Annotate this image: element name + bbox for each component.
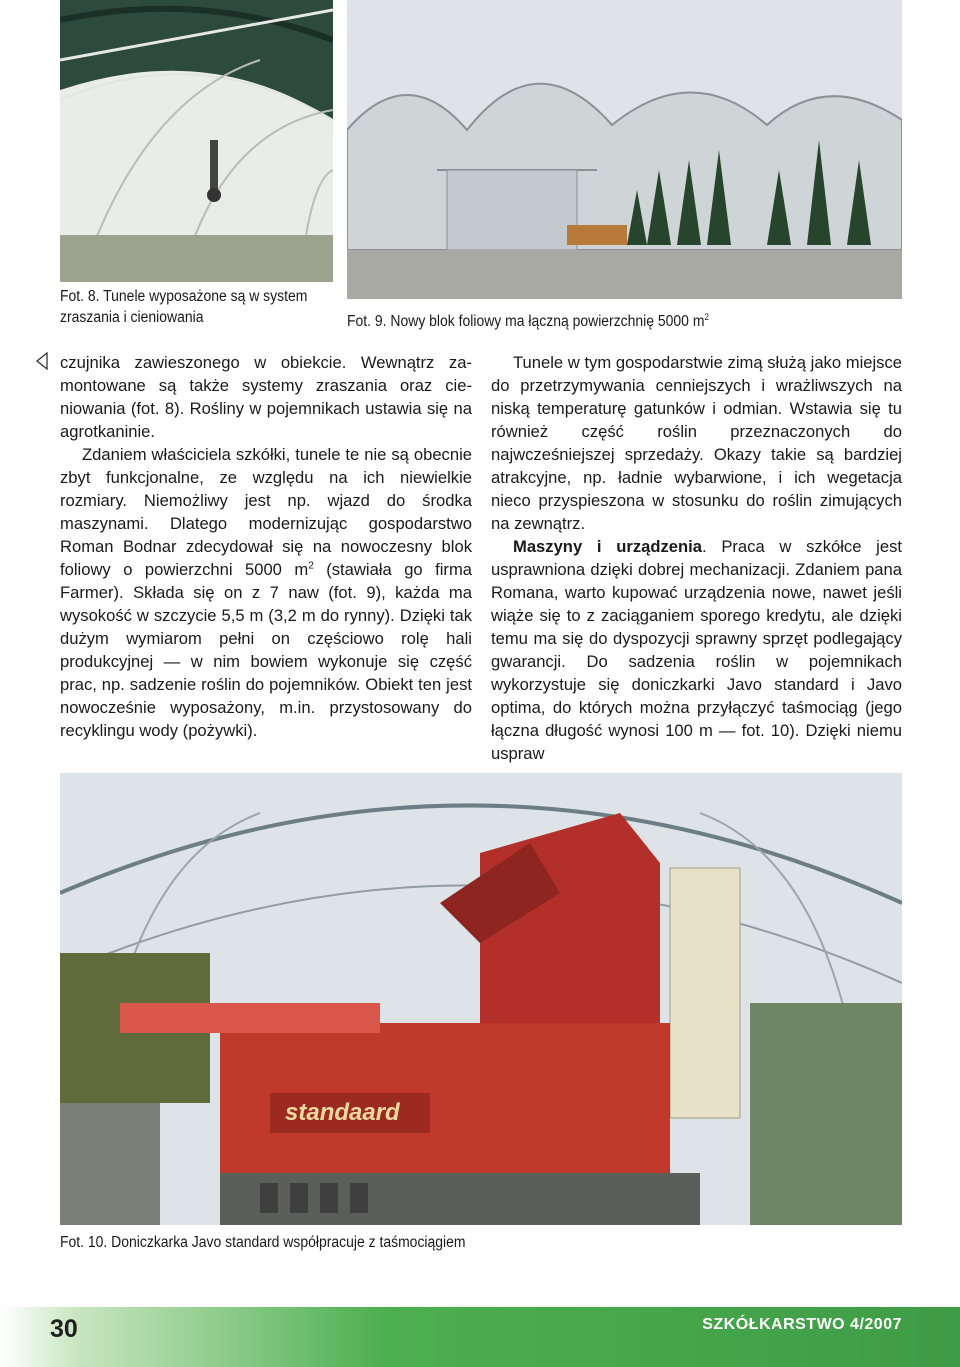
caption-fot10-text: Fot. 10. Doniczkarka Javo standard współpracuje z taśmociągiem: [60, 1234, 466, 1251]
tunnel-shading-photo: [60, 0, 333, 282]
section-heading-machines: Maszyny i urządzenia: [513, 537, 702, 556]
right-paragraph-1: Tunele w tym gospodarstwie zimą służą jako miejsce do przetrzymywania cenniejszych i wrażliwszych na niską temperaturę gatunków i odmian. Wstawia się tu również część roślin przeznaczonych do najwcześniejszej sprzedaży. Okazy takie są bardziej atrakcyjne, np. ładnie wybarwione, i ich wegetacja nieco przyspieszona w stosunku do roślin zimujących na zewnątrz.: [491, 353, 902, 533]
photo-fot9: [347, 0, 902, 299]
photo-fot10: [60, 773, 902, 1225]
left-paragraph-2b: (stawiała go firma Farmer). Składa się on z 7 naw (fot. 9), każda ma wysokość w szczycie 5,5 m (3,2 m do rynny). Dzięki tak dużym wymiarom pełni on częściowo rolę hali produkcyjnej — w nim bowiem wykonuje się część prac, np. sadzenie roślin do pojemników. Obiekt ten jest nowocześnie wyposażony, m.in. przystosowany do recyklingu wody (pożywki).: [60, 560, 472, 740]
machine-brand-label: standaard: [285, 1099, 400, 1126]
journal-title: SZKÓŁKARSTWO 4/2007: [702, 1316, 902, 1333]
potting-machine-photo: [60, 773, 902, 1225]
caption-fot8-line2: zraszania i cieniowania: [60, 309, 204, 326]
right-paragraph-2-body: . Praca w szkółce jest usprawniona dzięki dobrej mechanizacji. Zdaniem pana Romana, warto kupować urządzenia nowe, nawet jeśli wiąże się to z zaciąganiem sporego kredytu, ale dzięki temu ma się do dyspozycji sprawny sprzęt podlegający gwarancji. Do sadzenia roślin w pojemnikach wykorzystuje się doniczkarki Javo standard i Javo optima, do których można przyłączyć taśmociąg (jego łączna długość wynosi 100 m — fot. 10). Dzięki niemu uspraw: [491, 537, 902, 763]
left-paragraph-1: czujnika zawieszonego w obiekcie. Wewnątrz zamontowane są także systemy zraszania oraz cieniowania (fot. 8). Rośliny w pojemnikach ustawia się na agrotkaninie.: [60, 353, 472, 441]
page-number: 30: [50, 1315, 78, 1343]
caption-fot9-text: Fot. 9. Nowy blok foliowy ma łączną powierzchnię 5000 m: [347, 313, 705, 331]
continuation-arrow-icon: [35, 352, 49, 370]
area-unit-sup: 2: [308, 560, 314, 572]
caption-fot9-sup: 2: [704, 312, 709, 322]
caption-fot8-line1: Fot. 8. Tunele wyposażone są w system: [60, 288, 308, 305]
left-paragraph-2a: Zdaniem właściciela szkółki, tunele te nie są obecnie zbyt funkcjonalne, ze względu na ich niewielkie rozmiary. Niemożliwy jest np. wjazd do środka maszynami. Dlatego modernizując gospodarstwo Roman Bodnar zdecydował się na nowoczesny blok foliowy o powierzchni 5000 m: [60, 445, 472, 579]
caption-fot10: [60, 1232, 466, 1253]
right-column: [491, 351, 902, 765]
caption-fot9: [347, 307, 709, 332]
left-paragraph-2: [60, 443, 472, 742]
right-paragraph-2: [491, 535, 902, 765]
polytunnel-block-photo: [347, 0, 902, 299]
photo-fot8: [60, 0, 333, 282]
left-column: [60, 351, 472, 742]
caption-fot8: [60, 286, 307, 328]
